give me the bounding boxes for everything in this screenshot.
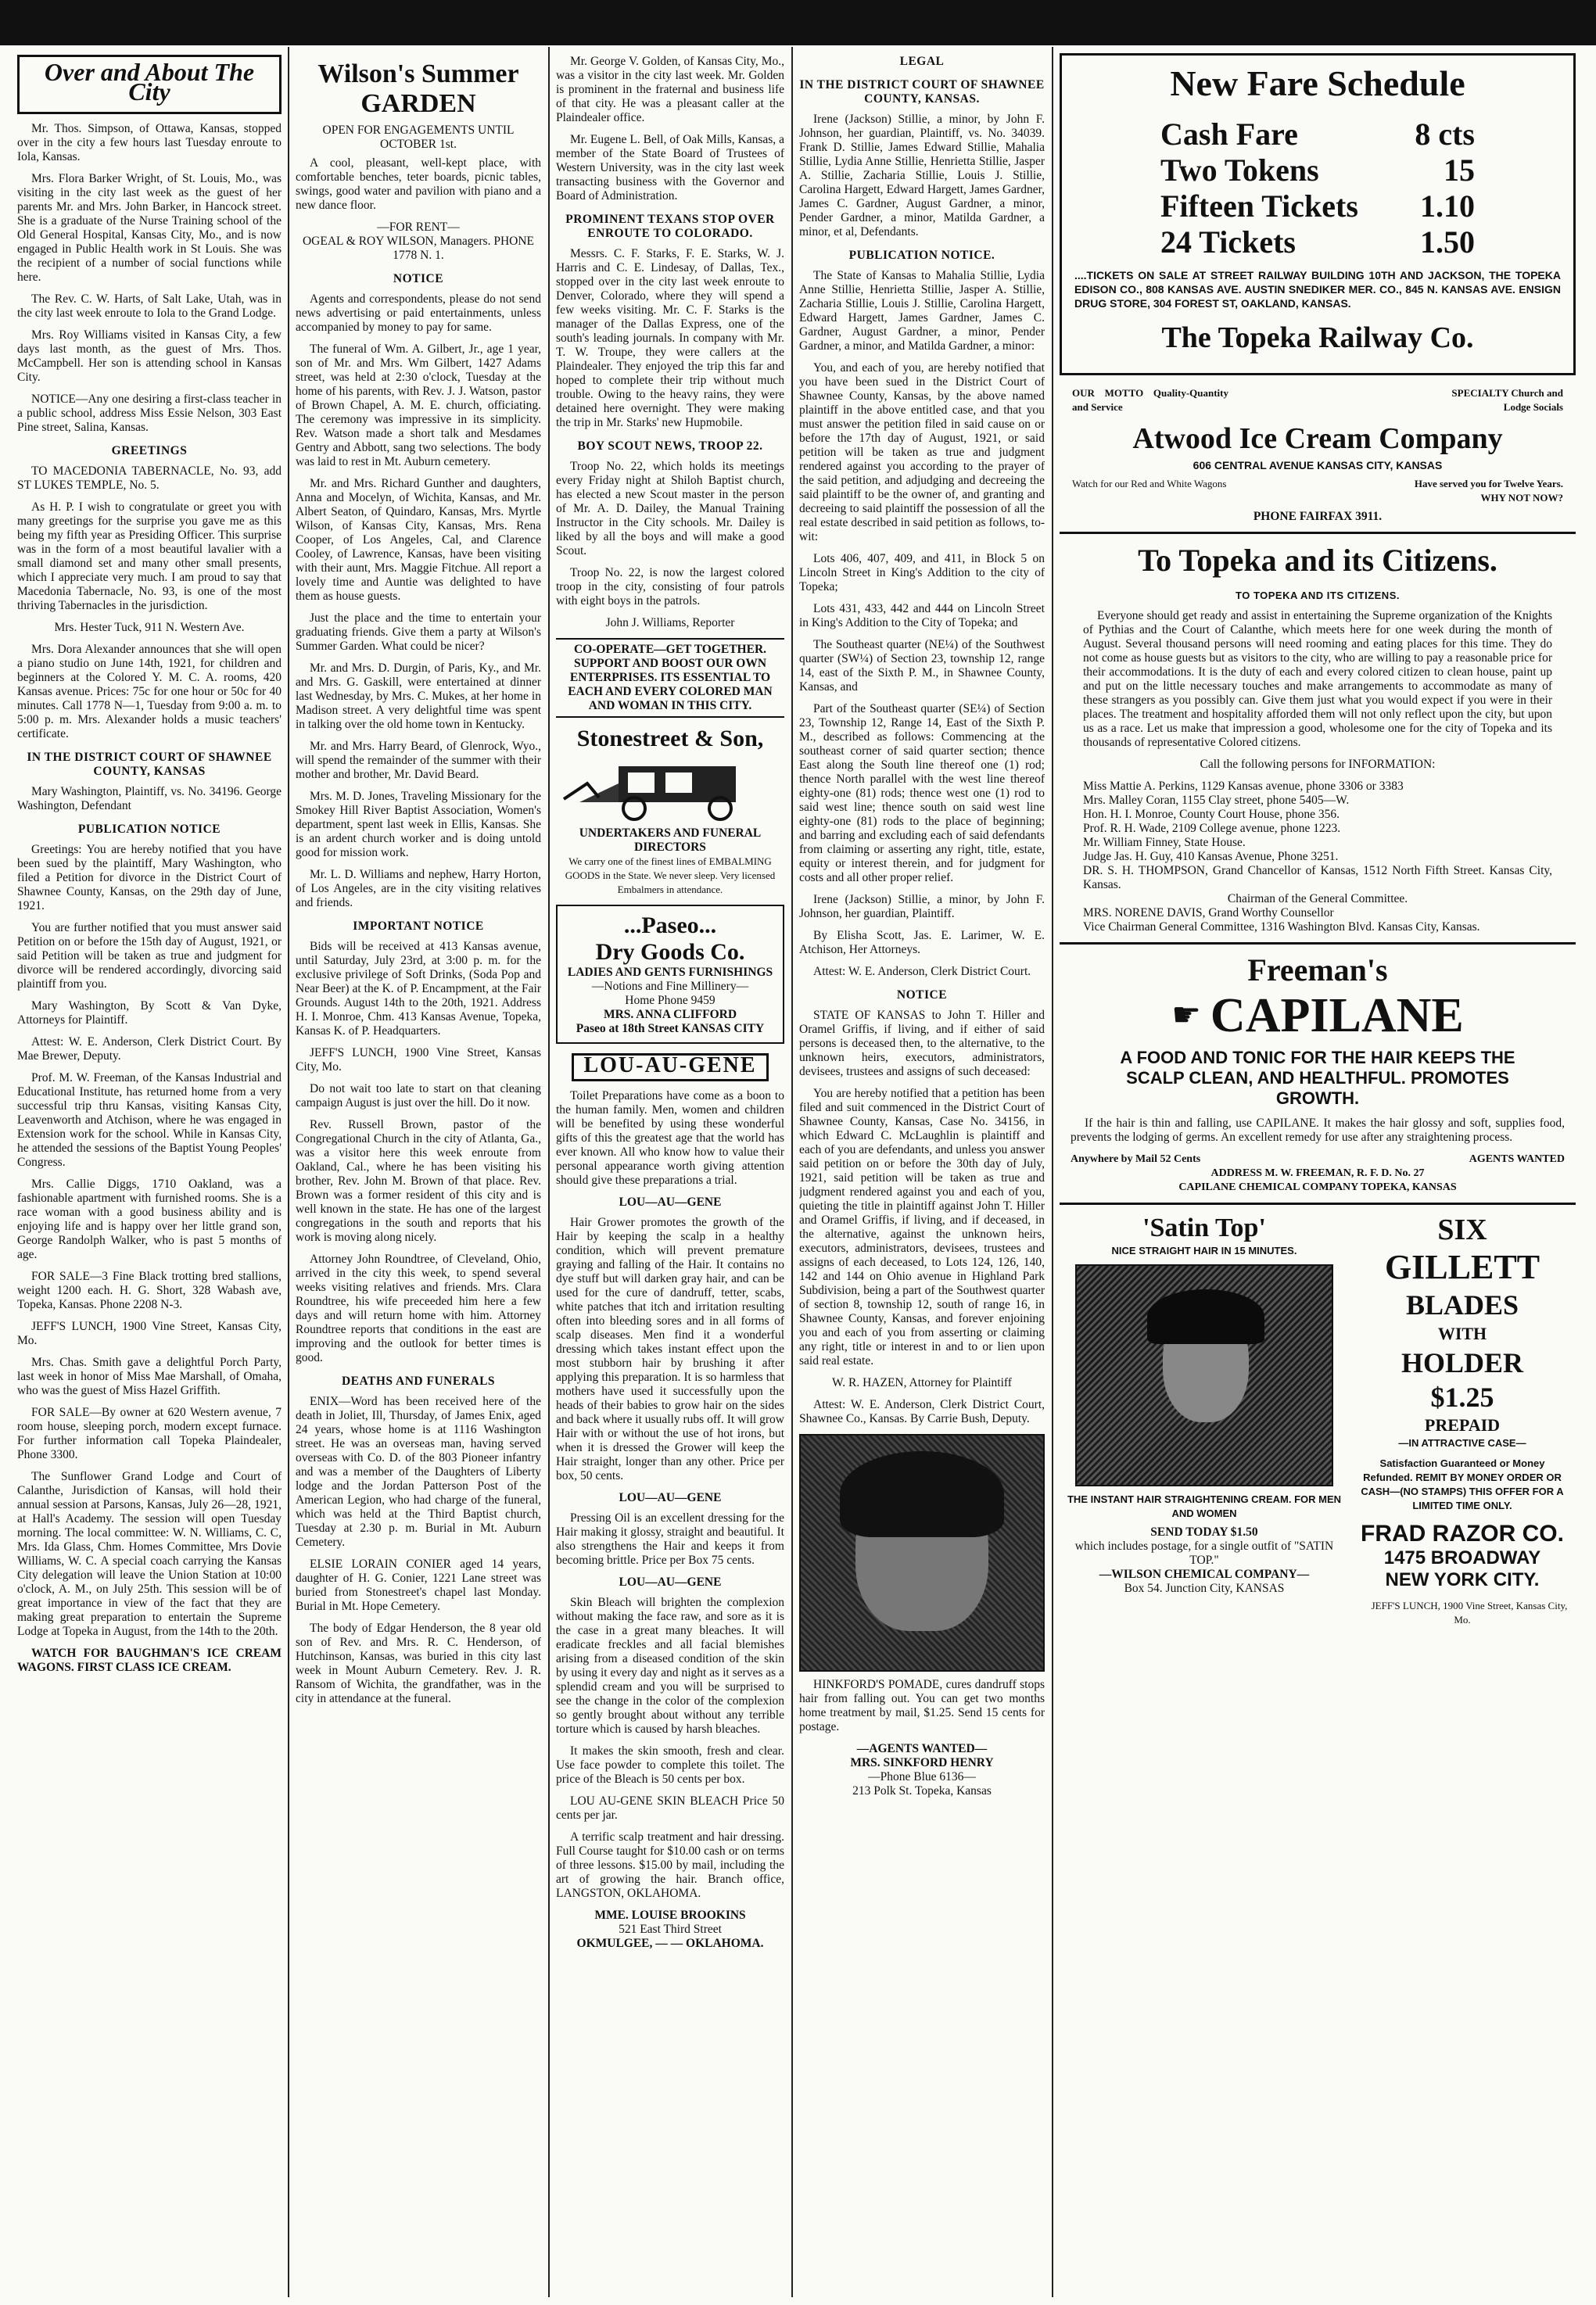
list-item: Chairman of the General Committee. xyxy=(1227,892,1408,905)
ad-line: PREPAID xyxy=(1424,1415,1501,1435)
fare-value: 1.10 xyxy=(1420,188,1475,224)
news-item: Mrs. Chas. Smith gave a delightful Porch Party, last week in honor of Miss Mae Marshall, of Omaha, who was the guest of Miss Hazel Griffith. xyxy=(17,1356,282,1397)
ad-body: A terrific scalp treatment and hair dressing. Full Course taught for $10.00 cash or on terms of three lessons. $15.00 by mail, including the art of growing the hair. Branch office, LANGSTON, OKLAHOMA. xyxy=(556,1830,784,1900)
notice-title: To Topeka and its Citizens. xyxy=(1138,543,1497,578)
news-item: NOTICE—Any one desiring a first-class teacher in a public school, address Miss Essie Nelson, 303 East Pine street, Salina, Kansas. xyxy=(17,393,282,434)
signature: Attest: W. E. Anderson, Clerk District Court. xyxy=(813,965,1031,978)
signature: W. R. HAZEN, Attorney for Plaintiff xyxy=(832,1376,1012,1389)
ad-body: It makes the skin smooth, fresh and clear. Use face powder to complete this toilet. The price of the Bleach is 50 cents per box. xyxy=(556,1744,784,1786)
ad-line: 606 CENTRAL AVENUE KANSAS CITY, KANSAS xyxy=(1193,459,1443,471)
ad-title: The Topeka Railway Co. xyxy=(1161,321,1474,354)
capilane-ad xyxy=(1060,942,1576,1205)
ad-line: 213 Polk St. Topeka, Kansas xyxy=(852,1784,992,1798)
ad-title: Freeman's xyxy=(1247,952,1388,988)
fare-label: Fifteen Tickets xyxy=(1160,188,1358,224)
column-4 xyxy=(799,55,1045,2289)
news-item: Prof. M. W. Freeman, of the Kansas Industrial and Educational Institute, has returned home from a very successful trip thru Kansas, visiting Kansas City, Leavenworth and Atchison, where he was engaged in Extension work for the school. While in Kansas City, he attended the sessions of the Baptist Young Peoples' Congress. xyxy=(17,1071,282,1169)
news-item: Troop No. 22, which holds its meetings every Friday night at Shiloh Baptist church, has elected a new Scout master in the person of Mr. A. D. Dailey, the Manual Training Instructor in the City schools. Mr. Dailey is liked by all the boys and will make a good Scout. xyxy=(556,460,784,557)
ad-line: 521 East Third Street xyxy=(619,1923,722,1936)
ad-line: Have served you for Twelve Years. WHY NOT NOW? xyxy=(1414,478,1563,504)
ad-line: THE INSTANT HAIR STRAIGHTENING CREAM. FOR MEN AND WOMEN xyxy=(1067,1493,1342,1519)
ad-title: GARDEN xyxy=(360,89,476,118)
ad-line: MME. LOUISE BROOKINS xyxy=(594,1909,746,1922)
news-item: Bids will be received at 413 Kansas avenue, until Saturday, July 23rd, at 3:00 p. m. for the exclusive privilege of Soft Drinks, (Soda Pop and Near Beer) at the K. of P. Encampment, at the Fair Grounds. August 14th to the 20th, 1921. Address H. I. Monroe, Chm. 413 Kansas Avenue, Topeka, Kansas K. of P. Headquarters. xyxy=(296,940,541,1038)
case-caption: Mary Washington, Plaintiff, vs. No. 34196. George Washington, Defendant xyxy=(17,785,282,812)
pointing-hand-icon: ☛ xyxy=(1171,998,1201,1034)
ad-line: MRS. ANNA CLIFFORD xyxy=(603,1008,737,1021)
ad-title: Stonestreet & Son, xyxy=(576,726,764,751)
ad-title: CAPILANE xyxy=(1210,989,1464,1042)
ad-title: WITH xyxy=(1437,1324,1487,1343)
fare-value: 15 xyxy=(1444,152,1475,188)
ad-body: Toilet Preparations have come as a boon to the human family. Men, women and children will be benefited by using these wonderful gifts of this the greatest age that the world has ever known. All who know how to value their personal appearance worth giving attention should give these preparations a trial. xyxy=(556,1089,784,1187)
ad-body: If the hair is thin and falling, use CAPILANE. It makes the hair glossy and soft, supplies food, prevents the lodging of germs. An excellent remedy for use after any straightening process. xyxy=(1071,1117,1565,1144)
fare-schedule-ad xyxy=(1060,53,1576,375)
ad-line: —Phone Blue 6136— xyxy=(868,1770,976,1783)
ad-line: CAPILANE CHEMICAL COMPANY TOPEKA, KANSAS xyxy=(1178,1181,1457,1193)
section-heading: PUBLICATION NOTICE xyxy=(77,823,221,836)
news-item: Mrs. Callie Diggs, 1710 Oakland, was a fashionable apartment with furnished rooms. She is a race woman with a good business ability and is enjoying life and is happy over her little grand son, George Randolph Walker, who is past 5 months of age. xyxy=(17,1178,282,1261)
legal-text: STATE OF KANSAS to John T. Hiller and Oramel Griffis, if living, and if either of said persons is deceased then, to the alternative, to the unknown heirs, executors, administrators, devisees, trustees and assigns of such deceased: xyxy=(799,1009,1045,1078)
ad-line: which includes postage, for a single outfit of "SATIN TOP." xyxy=(1074,1540,1334,1567)
ad-title: Atwood Ice Cream Company xyxy=(1132,422,1503,455)
ad-line: OKMULGEE, — — OKLAHOMA. xyxy=(576,1937,764,1950)
news-item: The Rev. C. W. Harts, of Salt Lake, Utah, was in the city last week enroute to Iola to the Grand Lodge. xyxy=(17,292,282,320)
news-item: JEFF'S LUNCH, 1900 Vine Street, Kansas City, Mo. xyxy=(1371,1600,1568,1626)
news-item: Mrs. Dora Alexander announces that she will open a piano studio on June 14th, 1921, for children and beginners at the Colored Y. M. C. A. rooms, 420 Kansas avenue. Prices: 75c for one hour or 50c for 40 minutes. Call 1778 N—1, Tuesday from 9:00 a. m. to 5:00 p. m. Mrs. Alexander holds a music teachers' certificate. xyxy=(17,643,282,740)
section-heading: DEATHS AND FUNERALS xyxy=(341,1375,496,1388)
news-item: Mr. and Mrs. D. Durgin, of Paris, Ky., and Mr. and Mrs. G. Gaskill, were entertained at dinner last Wednesday, by Mrs. C. Mukes, at her home in Madison street. A very delightful time was spent in talking over the old home town in Kentucky. xyxy=(296,661,541,731)
ad-subtitle: A FOOD AND TONIC FOR THE HAIR KEEPS THE SCALP CLEAN, AND HEALTHFUL. PROMOTES GROWTH. xyxy=(1120,1048,1515,1108)
list-item: Miss Mattie A. Perkins, 1129 Kansas avenue, phone 3306 or 3383 xyxy=(1083,780,1404,793)
price-text: $1.25 xyxy=(1430,1382,1494,1413)
lou-au-gene-logo xyxy=(572,1053,769,1081)
portrait-illustration xyxy=(1075,1264,1333,1486)
news-item: WATCH FOR BAUGHMAN'S ICE CREAM WAGONS. FIRST CLASS ICE CREAM. xyxy=(17,1647,282,1674)
ad-body: Satisfaction Guaranteed or Money Refunded. REMIT BY MONEY ORDER OR CASH—(NO STAMPS) THIS OFFER FOR A LIMITED TIME ONLY. xyxy=(1361,1457,1564,1511)
ad-title: Wilson's Summer xyxy=(317,59,519,88)
news-item: TO MACEDONIA TABERNACLE, No. 93, add ST LUKES TEMPLE, No. 5. xyxy=(17,464,282,492)
notice-subtitle: TO TOPEKA AND ITS CITIZENS. xyxy=(1236,590,1400,601)
ad-line: AGENTS WANTED xyxy=(1469,1153,1565,1165)
list-item: Mr. William Finney, State House. xyxy=(1083,836,1246,849)
notice-body: Everyone should get ready and assist in entertaining the Supreme organization of the Knights of Pythias and the Court of Calanthe, which meets here for one week during the month of August. Several thousand persons will need rooming and eating places for this time. They do not come as house guests but as visitors to the city, who are willing to pay a reasonable price for their accommodations. It is the duty of each and every colored citizen to clean house, paint up and put on the little necessary touches and make arrangements to accommodate as many of these strangers as you possibly can. Give them just what you would expect if you were in their places. The treatment and hospitality afforded them will not only reflect upon the city, but upon us as a race. Let us make that impression a good, wholesome one for the city of Topeka and its thousands of representative Colored citizens. xyxy=(1083,609,1552,749)
case-caption: Irene (Jackson) Stillie, a minor, by John F. Johnson, her guardian, Plaintiff, vs. No. 34039. Frank D. Stillie, James Edward Stillie, Mahalia Stillie, Lydia Anne Stillie, Henrietta Stillie, Jasper A. Stillie, Zacharia Stillie, Louis J. Stillie, Carolina Hargett, Edward Hargett, James Gardner, James C. Gardner, August Gardner, a minor, Pender Gardner, a minor, Matilda Gardner, a minor, et al, Defendants. xyxy=(799,113,1045,238)
ad-line: ADDRESS M. W. FREEMAN, R. F. D. No. 27 xyxy=(1210,1167,1425,1179)
ad-title: NEW YORK CITY. xyxy=(1385,1569,1540,1590)
bottom-ads-row xyxy=(1060,1213,1576,1635)
column-3 xyxy=(556,55,784,2289)
news-item: Attorney John Roundtree, of Cleveland, Ohio, arrived in the city this week, to spend several weeks visiting relatives and friends. Mrs. Clara Roundtree, his wife preceeded him here a few days and will return home with him. Attorney Roundtree reports that conditions in the east are improving and the outlook for better times is good. xyxy=(296,1253,541,1364)
news-item: The body of Edgar Henderson, the 8 year old son of Rev. and Mrs. R. C. Henderson, of Hutchinson, Kansas, was buried in this city last week in Mount Auburn Cemetery. Rev. J. R. Ransom of Wichita, the grandfather, was in the city in attendance at the funeral. xyxy=(296,1622,541,1705)
ad-body: ....TICKETS ON SALE AT STREET RAILWAY BUILDING 10TH AND JACKSON, THE TOPEKA EDISON CO., 808 KANSAS AVE. AUSTIN SNEDIKER MER. CO., 845 N. KANSAS AVE. ENSIGN DRUG STORE, 304 FOREST ST, OAKLAND, KANSAS. xyxy=(1074,269,1561,310)
ad-line: Home Phone 9459 xyxy=(625,994,716,1007)
ad-body: We carry one of the finest lines of EMBALMING GOODS in the State. We never sleep. Very licensed Embalmers in attendance. xyxy=(565,855,776,895)
ad-title: GILLETT xyxy=(1384,1248,1540,1286)
news-item: Rev. Russell Brown, pastor of the Congregational Church in the city of Atlanta, Ga., was a visitor here this week enroute from Oakland, Cal., where he has been visiting his brother, Rev. John M. Brown of that place. Rev. Brown was a former resident of this city and is well known in the state. He has one of the largest congregations in the south and reports that his work is moving along nicely. xyxy=(296,1118,541,1244)
cooperate-notice: CO-OPERATE—GET TOGETHER. SUPPORT AND BOOST OUR OWN ENTERPRISES. ITS ESSENTIAL TO EACH AND EVERY COLORED MAN AND WOMAN IN THIS CITY. xyxy=(556,638,784,718)
column-rule xyxy=(791,47,793,2297)
news-item: Mr. and Mrs. Richard Gunther and daughters, Anna and Mocelyn, of Wichita, Kansas, and Mr. Albert Seaton, of Quindaro, Kansas, Mrs. Myrtle Wilson, of Kansas City, Kansas, Mrs. Rena Cooper, of Los Angeles, Cal, and Clarence Cooley, of Lawrence, Kansas, have been visiting with their aunt, Mrs. Maggie Fitchue. All report a lovely time and Auntie was delighted to have them as house guests. xyxy=(296,477,541,603)
legal-text: Lots 431, 433, 442 and 444 on Lincoln Street in King's Addition to the City of Topeka; and xyxy=(799,602,1045,629)
news-item: ENIX—Word has been received here of the death in Joliet, Ill, Thursday, of James Enix, aged 24 years, whose home is at 1116 Washington street. He was an overseas man, having served overseas with Co. D. of the 803 Pioneer infantry and was a member of the Daughters of Liberty lodge and the Jordan Patterson Post of the American Legion, who had charge of the funeral, which was held at the Third Baptist church, Tuesday at 2.30 p. m. Burial in Mt. Auburn Cemetery. xyxy=(296,1395,541,1549)
legal-text: The Southeast quarter (NE¼) of the Southwest quarter (SW¼) of Section 23, township 12, range 14, east of the Sixth P. M., in Shawnee County, Kansas, and xyxy=(799,638,1045,694)
legal-text: Part of the Southeast quarter (SE¼) of Section 23, Township 12, Range 14, East of the Sixth P. M., described as follows: Commencing at the southeast corner of said quarter section; thence East along the South line thereof one (1) rod; thence North parallel with the west line thereof eighty-one (81) rods; thence west one (1) rod to said west line; thence south on said west line eighty-one (81) rods to the place of beginning; and barring and excluding each of said defendants from claiming or asserting any right, title, estate, equity or interest therein, and for judgment for costs and all other proper relief. xyxy=(799,702,1045,884)
legal-text: Lots 406, 407, 409, and 411, in Block 5 on Lincoln Street in King's Addition to the city of Topeka; xyxy=(799,552,1045,593)
ad-subtitle: UNDERTAKERS AND FUNERAL DIRECTORS xyxy=(579,826,762,854)
page-title: Over and About The City xyxy=(44,58,255,106)
ad-title: 1475 BROADWAY xyxy=(1383,1547,1541,1568)
news-item: Mr. George V. Golden, of Kansas City, Mo., was a visitor in the city last week. Mr. Golden is prominent in the fraternal and business life of that city. He was a pleasant caller at the Plaindealer office. xyxy=(556,55,784,124)
section-heading: PROMINENT TEXANS STOP OVER ENROUTE TO COLORADO. xyxy=(565,213,775,240)
news-item: Do not wait too late to start on that cleaning campaign August is just over the hill. Do it now. xyxy=(296,1082,541,1109)
ad-line: —Notions and Fine Millinery— xyxy=(591,980,749,993)
legal-text: You are hereby notified that a petition has been filed and suit commenced in the District Court of Shawnee County, Kansas, Case No. 34156, in which Edward C. McLaughlin is plaintiff and each of you are defendants, and unless you answer said petition on or before the 30th day of July, 1921, said petition will be taken as true and judgment rendered against you and each of you, quieting the title in plaintiff against John T. Hiller and Oramel Griffis, if living, and if deceased, in the alternative, against the unknown heirs, executors, administrators, devisees, trustees and assigns of each deceased, to Lots 124, 126, 140, 142 and 144 on Ohio avenue in Highland Park Subdivision, being a part of the Southwest quarter of section 8, township 12, south of range 16, in Shawnee County, Kansas, and forever enjoining you and each of you from asserting or claiming any right, title or interest in and to or lien upon said real estate. xyxy=(799,1087,1045,1368)
ad-subtitle: NICE STRAIGHT HAIR IN 15 MINUTES. xyxy=(1111,1245,1297,1256)
legal-text: The State of Kansas to Mahalia Stillie, Lydia Anne Stillie, Henrietta Stillie, Jasper A. Stillie, Zacharia Stillie, Louis J. Stillie, Carolina Hargett, Edward Hargett, James Gardner, James C. Gardner, August Gardner, a minor, Pender Gardner, a minor, and Matilda Gardner, a minor: xyxy=(799,269,1045,353)
hearse-illustration xyxy=(556,752,784,823)
fare-row xyxy=(1160,152,1475,188)
ad-body: Pressing Oil is an excellent dressing for the Hair making it glossy, straight and beautiful. It also strengthens the Hair and keeps it from becoming brittle. Price per Box 75 cents. xyxy=(556,1511,784,1567)
ad-row xyxy=(1071,988,1565,1043)
ad-title: BLADES xyxy=(1405,1289,1519,1321)
list-item: Hon. H. I. Monroe, County Court House, phone 356. xyxy=(1083,808,1340,821)
news-item: Messrs. C. F. Starks, F. E. Starks, W. J. Harris and C. E. Lindesay, of Dallas, Tex., stopped over in the city last week enroute to Denver, Colorado, where they will spend a few weeks visiting. Mr. C. F. Starks is the manager of the Dallas Express, one of the south's leading journals. In company with Mr. T. W. Troupe, they were callers at the Plaindealer. They enjoyed the trip this far and hoped to complete their trip without much trouble. Owing to the heavy rains, they were detained here overnight. They were making the trip in Mr. Starks' new Hupmobile. xyxy=(556,247,784,429)
list-item: DR. S. H. THOMPSON, Grand Chancellor of Kansas, 1512 North Fifth Street. Kansas City, Kansas. xyxy=(1083,864,1552,891)
ad-line: SEND TODAY $1.50 xyxy=(1150,1525,1258,1539)
news-item: Mrs. Roy Williams visited in Kansas City, a few days last month, as the guest of Mrs. Thos. McCampbell. Her son is attending school in Kansas City. xyxy=(17,328,282,384)
list-item: Vice Chairman General Committee, 1316 Washington Blvd. Kansas City, Kansas. xyxy=(1083,920,1480,934)
news-item: JEFF'S LUNCH, 1900 Vine Street, Kansas City, Mo. xyxy=(296,1046,541,1074)
list-item: Mrs. Malley Coran, 1155 Clay street, phone 5405—W. xyxy=(1083,794,1350,807)
notice-line: Call the following persons for INFORMATION: xyxy=(1200,758,1436,771)
ad-line: SPECIALTY Church and Lodge Socials xyxy=(1451,387,1563,413)
section-heading: IN THE DISTRICT COURT OF SHAWNEE COUNTY, KANSAS xyxy=(27,751,272,778)
ad-title: HOLDER xyxy=(1401,1347,1524,1378)
news-item: You are further notified that you must answer said Petition on or before the 15th day of August, 1921, or said Petition will be taken as true and judgment for divorce will be rendered accordingly, divorcing said plaintiff from you. xyxy=(17,921,282,991)
ad-title: New Fare Schedule xyxy=(1170,63,1465,103)
column-5 xyxy=(1060,53,1576,2289)
fare-row xyxy=(1160,224,1475,260)
signature: By Elisha Scott, Jas. E. Larimer, W. E. Atchison, Her Attorneys. xyxy=(799,929,1045,956)
news-item: Mr. and Mrs. Harry Beard, of Glenrock, Wyo., will spend the remainder of the summer with their mother and brother, Mr. David Beard. xyxy=(296,740,541,781)
satin-top-ad xyxy=(1060,1213,1349,1635)
news-item: As H. P. I wish to congratulate or greet you with many greetings for the surprise you gave me as this being my fifth year as Presiding Officer. This surprise was in the form of a most beautiful lavalier with a small diamond set and many other small presents, which I appreciate very much. I am proud to say that Macedonia Tabernacle, No. 93, is one of the most thriving Tabernacles in the jurisdiction. xyxy=(17,500,282,612)
ad-heading: LOU—AU—GENE xyxy=(619,1576,722,1589)
column-1 xyxy=(17,55,282,2289)
section-heading: NOTICE xyxy=(896,988,948,1002)
news-item: Mrs. M. D. Jones, Traveling Missionary for the Smokey Hill River Baptist Association, Women's department, spent last week in Ellis, Kansas. She is an ardent church worker and is doing untold good for mission work. xyxy=(296,790,541,859)
masthead-box xyxy=(17,55,282,114)
ad-title: FRAD RAZOR CO. xyxy=(1361,1521,1564,1547)
gillett-ad xyxy=(1357,1213,1568,1635)
ad-line: OUR MOTTO Quality-Quantity and Service xyxy=(1072,387,1228,413)
signature: Attest: W. E. Anderson, Clerk District Court, Shawnee Co., Kansas. By Carrie Bush, Deputy. xyxy=(799,1398,1045,1425)
ad-line: —IN ATTRACTIVE CASE— xyxy=(1398,1437,1526,1449)
ad-heading: LOU—AU—GENE xyxy=(619,1491,722,1504)
column-rule xyxy=(1052,47,1053,2297)
news-item: JEFF'S LUNCH, 1900 Vine Street, Kansas City, Mo. xyxy=(17,1320,282,1347)
ad-row xyxy=(1071,1152,1565,1167)
fare-row xyxy=(1160,117,1475,152)
ad-row xyxy=(1072,386,1563,414)
ad-row xyxy=(1072,477,1563,505)
ad-title: 'Satin Top' xyxy=(1142,1213,1266,1242)
ad-line: Anywhere by Mail 52 Cents xyxy=(1071,1153,1201,1165)
fare-label: Cash Fare xyxy=(1160,117,1298,152)
fare-label: 24 Tickets xyxy=(1160,224,1296,260)
paseo-dry-goods-ad xyxy=(556,905,784,1044)
section-heading: GREETINGS xyxy=(111,444,188,457)
news-item: The funeral of Wm. A. Gilbert, Jr., age 1 year, son of Mr. and Mrs. Wm Gilbert, 1427 Adams street, was held at 2:30 o'clock, Tuesday at the home of his parents, with Rev. J. J. Watson, pastor of Brown Chapel, A. M. E. church, officiating. The ceremony was impressive in its simplicity. Rev. Watson made a short talk and Mesdames Gentry and Abbott, sang two selections. The body was laid to rest in Mt. Auburn cemetery. xyxy=(296,342,541,468)
ad-line: Paseo at 18th Street KANSAS CITY xyxy=(576,1022,765,1035)
ad-line: —AGENTS WANTED— xyxy=(856,1742,988,1755)
legal-text: You, and each of you, are hereby notified that you have been sued in the District Court of Shawnee County, Kansas, by the above named plaintiff in the above entitled case, and that you must answer the petition filed in said cause on or before the 17th day of August, 1921, or said petition will be taken as true and judgment rendered against you according to the prayer of the said petition, and adjudging and decreeing the said plaintiff to be the owner of, and granting and decreeing to said plaintiff the possession of all the real estate described in said petition as follows, to-wit: xyxy=(799,361,1045,543)
citizens-notice xyxy=(1060,542,1576,942)
ad-line: Watch for our Red and White Wagons xyxy=(1072,478,1227,489)
news-item: Mr. Eugene L. Bell, of Oak Mills, Kansas, a member of the State Board of Trustees of Western University, was in the city last week transacting business with the Governor and Board of Administration. xyxy=(556,133,784,203)
ad-line: —WILSON CHEMICAL COMPANY— xyxy=(1099,1568,1310,1581)
ad-subtitle: OPEN FOR ENGAGEMENTS UNTIL OCTOBER 1st. xyxy=(322,124,515,151)
news-item: Greetings: You are hereby notified that you have been sued by the plaintiff, Mary Washington, who filed a Petition for divorce in the District Court of Shawnee County, Kansas, on the 29th day of June, 1921. xyxy=(17,843,282,912)
news-item: Mrs. Flora Barker Wright, of St. Louis, Mo., was visiting in the city last week as the guest of her parents Mr. and Mrs. John Barker, in Hancock street. She is a graduate of the Nurse Training school of the Old General Hospital, Kansas City, Mo., and is now engaged in Public Health work in St Louis. She was the recipient of a number of social functions while here. xyxy=(17,172,282,284)
news-item: Attest: W. E. Anderson, Clerk District Court. By Mae Brewer, Deputy. xyxy=(17,1035,282,1063)
ad-line: MRS. SINKFORD HENRY xyxy=(850,1756,994,1769)
ad-body: HINKFORD'S POMADE, cures dandruff stops hair from falling out. You can get two months home treatment by mail, $1.25. Send 15 cents for postage. xyxy=(799,1678,1045,1733)
list-item: MRS. NORENE DAVIS, Grand Worthy Counsellor xyxy=(1083,906,1334,919)
stonestreet-ad xyxy=(556,726,784,897)
logo-text: LOU-AU-GENE xyxy=(583,1053,757,1077)
news-item: Mr. Thos. Simpson, of Ottawa, Kansas, stopped over in the city a few hours last Tuesday enroute to Iola, Kansas. xyxy=(17,122,282,163)
section-heading: IN THE DISTRICT COURT OF SHAWNEE COUNTY, KANSAS. xyxy=(799,78,1045,106)
news-item: Mr. L. D. Williams and nephew, Harry Horton, of Los Angeles, are in the city visiting relatives and friends. xyxy=(296,868,541,909)
ad-body: A cool, pleasant, well-kept place, with comfortable benches, teter boards, picnic tables, swings, good water and pavilion with piano and a new dance floor. xyxy=(296,156,541,212)
signature: John J. Williams, Reporter xyxy=(605,616,735,629)
ad-line: PHONE FAIRFAX 3911. xyxy=(1253,510,1383,523)
news-item: Just the place and the time to entertain your graduating friends. Give them a party at Wilson's Summer Garden. What could be nicer? xyxy=(296,611,541,653)
ad-heading: LOU—AU—GENE xyxy=(619,1196,722,1209)
news-item: Agents and correspondents, please do not send news advertising or paid entertainments, unless accompanied by money to pay for same. xyxy=(296,292,541,334)
ad-managers: OGEAL & ROY WILSON, Managers. PHONE 1778 N. 1. xyxy=(302,235,535,262)
fare-value: 1.50 xyxy=(1420,224,1475,260)
list-item: Prof. R. H. Wade, 2109 College avenue, phone 1223. xyxy=(1083,822,1341,835)
ad-body: Hair Grower promotes the growth of the Hair by keeping the scalp in a healthy condition, which will prevent premature graying and falling of the Hair. It contains no dye stuff but will darken gray hair, and can be used for the cure of dandruff, tetter, scabs, white patches that itch and irritation resulting often into bleeding sores and in all forms of scalp diseases. Men find it a wonderful dressing which takes instant effect upon the most stubborn hair by brushing it after applying this preparation. It is so harmless that mothers have used it successfully upon the heads of their babies to grow hair on the sides and back where it usually rubs off. It will grow Hair with or without the use of hot irons, but when it is dressed the Grower will keep the Hair straight, longer than any other. Price per box, 50 cents. xyxy=(556,1216,784,1482)
column-rule xyxy=(288,47,289,2297)
ad-body: LOU AU-GENE SKIN BLEACH Price 50 cents per jar. xyxy=(556,1794,784,1822)
ad-title: SIX xyxy=(1437,1213,1487,1246)
contact-list xyxy=(1067,780,1568,942)
ad-title: ...Paseo... xyxy=(623,912,717,938)
section-heading: IMPORTANT NOTICE xyxy=(353,919,484,933)
news-item: The Sunflower Grand Lodge and Court of Calanthe, Jurisdiction of Kansas, will hold their annual session at Parsons, Kansas, July 26—28, 1921, at Hall's Academy. The session will open Tuesday morning. The local committee: W. N. Williams, C. C, Mrs. Ida Glass, Chm. Homes Committee, Mrs Dovie Williams, W. C. A special coach carrying the Kansas City delegation will leave the Union Station at 10:00 o'clock, A. M., on July 25th. This session will be of great importance in view of the fact that they are making great preparation to entertain the Supreme Lodge at Topeka in August, from the 14th to the 20th. xyxy=(17,1470,282,1638)
atwood-ice-cream-ad xyxy=(1060,383,1576,534)
section-heading: PUBLICATION NOTICE. xyxy=(848,249,995,262)
section-heading: LEGAL xyxy=(899,55,945,68)
ad-line: Box 54. Junction City, KANSAS xyxy=(1124,1582,1285,1595)
signature: Irene (Jackson) Stillie, a minor, by John F. Johnson, her guardian, Plaintiff. xyxy=(799,893,1045,920)
signature: Mary Washington, By Scott & Van Dyke, Attorneys for Plaintiff. xyxy=(17,999,282,1027)
ad-rent: —FOR RENT— xyxy=(377,220,460,234)
fare-table xyxy=(1074,104,1561,268)
news-item: FOR SALE—3 Fine Black trotting bred stallions, weight 1200 each. H. G. Short, 328 Wabash ave, Topeka, Kansas. Phone 2208 N-3. xyxy=(17,1270,282,1311)
news-item: ELSIE LORAIN CONIER aged 14 years, daughter of H. G. Conier, 1221 Lane street was buried from Stonestreet's chapel last Monday. Burial in Mt. Hope Cemetery. xyxy=(296,1558,541,1613)
wilsons-garden-ad xyxy=(296,59,541,263)
ad-line: LADIES AND GENTS FURNISHINGS xyxy=(567,966,773,979)
top-margin-band xyxy=(0,0,1596,45)
list-item: Judge Jas. H. Guy, 410 Kansas Avenue, Phone 3251. xyxy=(1083,850,1339,863)
fare-row xyxy=(1160,188,1475,224)
news-item: Troop No. 22, is now the largest colored troop in the city, consisting of four patrols with eight boys in the patrols. xyxy=(556,566,784,608)
portrait-illustration xyxy=(799,1434,1045,1672)
column-2 xyxy=(296,55,541,2289)
section-heading: BOY SCOUT NEWS, TROOP 22. xyxy=(577,439,763,453)
signature: Mrs. Hester Tuck, 911 N. Western Ave. xyxy=(54,621,245,634)
fare-value: 8 cts xyxy=(1415,117,1475,152)
news-item: FOR SALE—By owner at 620 Western avenue, 7 room house, sleeping porch, modern except furnace. For further information call Topeka Plaindealer, Phone 3300. xyxy=(17,1406,282,1461)
section-heading: NOTICE xyxy=(393,272,444,285)
ad-title: Dry Goods Co. xyxy=(595,939,745,965)
ad-body: Skin Bleach will brighten the complexion without making the face raw, and sore as it is the case in a great many bleaches. It will eradicate freckles and all facial blemishes arising from a diseased condition of the skin by using it every day and night as it serves as a splendid cream and you will be surprised to see the change in the color of the complexion so gently brought about without any terrible torture which is caused by harsh bleaches. xyxy=(556,1596,784,1736)
fare-label: Two Tokens xyxy=(1160,152,1319,188)
column-rule xyxy=(548,47,550,2297)
